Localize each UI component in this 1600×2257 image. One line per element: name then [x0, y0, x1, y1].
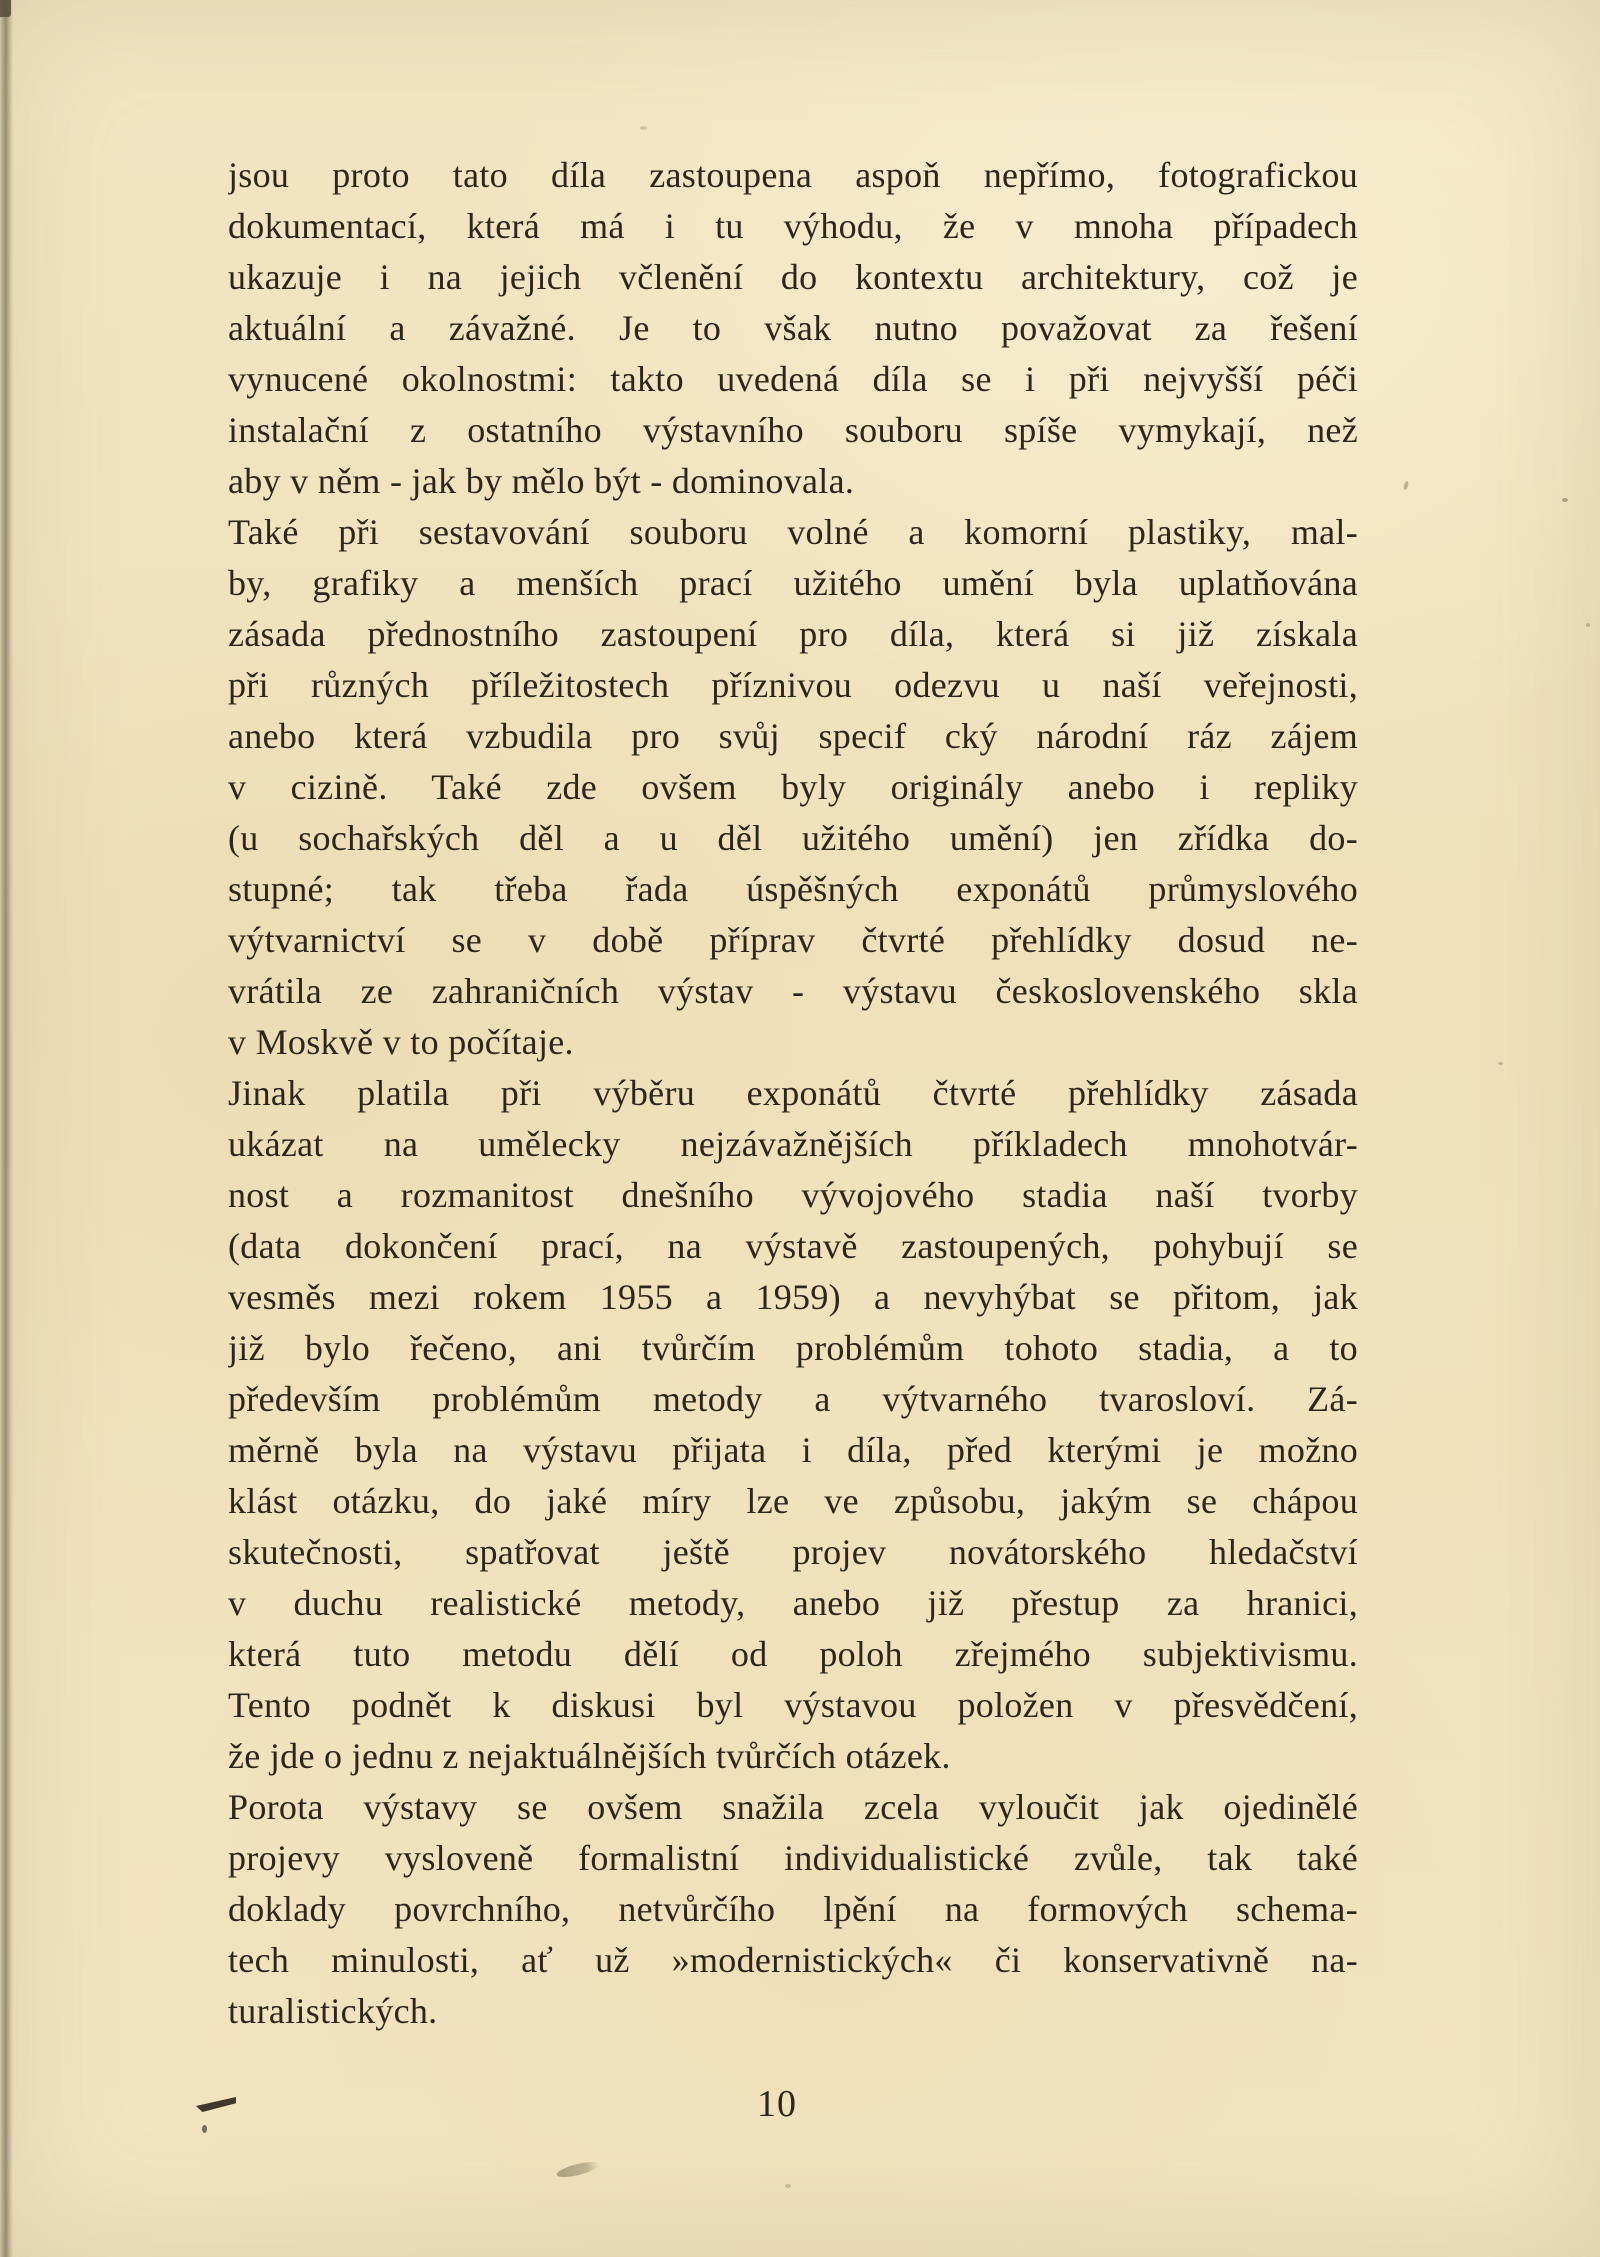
text-line: aktuální a závažné. Je to však nutno považovat za řešení — [228, 308, 1358, 348]
text-line: stupné; tak třeba řada úspěšných exponátů průmyslového — [228, 869, 1358, 909]
page-number: 10 — [757, 2083, 797, 2125]
text-line: jsou proto tato díla zastoupena aspoň nepřímo, fotografickou — [228, 155, 1358, 195]
text-line: především problémům metody a výtvarného tvarosloví. Zá- — [228, 1379, 1358, 1419]
pen-mark — [196, 2097, 236, 2112]
text-line: dokumentací, která má i tu výhodu, že v mnoha případech — [228, 206, 1358, 246]
text-line: vrátila ze zahraničních výstav - výstavu československého skla — [228, 971, 1358, 1011]
text-line: anebo která vzbudila pro svůj specif cký národní ráz zájem — [228, 716, 1358, 756]
text-line: (u sochařských děl a u děl užitého umění) jen zřídka do- — [228, 818, 1358, 858]
text-column — [228, 150, 1358, 2037]
text-line: projevy vysloveně formalistní individualistické zvůle, tak také — [228, 1838, 1358, 1878]
text-line: ukázat na umělecky nejzávažnějších příkladech mnohotvár- — [228, 1124, 1358, 1164]
text-line: již bylo řečeno, ani tvůrčím problémům tohoto stadia, a to — [228, 1328, 1358, 1368]
text-line: Porota výstavy se ovšem snažila zcela vyloučit jak ojedinělé — [228, 1787, 1358, 1827]
text-line: ukazuje i na jejich včlenění do kontextu architektury, což je — [228, 257, 1358, 297]
page-edge-dark-corner — [0, 0, 11, 17]
paper-speck — [1498, 1062, 1503, 1065]
text-line: v Moskvě v to počítaje. — [228, 1022, 574, 1062]
paper-speck — [1562, 498, 1568, 502]
text-line: doklady povrchního, netvůrčího lpění na formových schema- — [228, 1889, 1358, 1929]
text-line: měrně byla na výstavu přijata i díla, před kterými je možno — [228, 1430, 1358, 1470]
text-line: která tuto metodu dělí od poloh zřejmého subjektivismu. — [228, 1634, 1358, 1674]
text-line: zásada přednostního zastoupení pro díla, která si již získala — [228, 614, 1358, 654]
text-line: nost a rozmanitost dnešního vývojového stadia naší tvorby — [228, 1175, 1358, 1215]
text-line: výtvarnictví se v době příprav čtvrté přehlídky dosud ne- — [228, 920, 1358, 960]
text-line: Tento podnět k diskusi byl výstavou položen v přesvědčení, — [228, 1685, 1358, 1725]
text-line: vesměs mezi rokem 1955 a 1959) a nevyhýbat se přitom, jak — [228, 1277, 1358, 1317]
paragraph-3 — [228, 1068, 1358, 1782]
text-line: skutečnosti, spatřovat ještě projev novátorského hledačství — [228, 1532, 1358, 1572]
paragraph-4 — [228, 1782, 1358, 2037]
paper-speck — [1586, 623, 1590, 627]
text-line: turalistických. — [228, 1991, 438, 2031]
page-left-edge-shadow — [0, 0, 13, 2257]
text-line: Také při sestavování souboru volné a komorní plastiky, mal- — [228, 512, 1358, 552]
text-line: že jde o jednu z nejaktuálnějších tvůrčích otázek. — [228, 1736, 951, 1776]
text-line: (data dokončení prací, na výstavě zastoupených, pohybují se — [228, 1226, 1358, 1266]
text-line: tech minulosti, ať už »modernistických« či konservativně na- — [228, 1940, 1358, 1980]
text-line: klást otázku, do jaké míry lze ve způsobu, jakým se chápou — [228, 1481, 1358, 1521]
paper-speck — [785, 2184, 791, 2188]
smudge-mark — [555, 2159, 600, 2180]
paragraph-1 — [228, 150, 1358, 507]
text-line: by, grafiky a menších prací užitého umění byla uplatňována — [228, 563, 1358, 603]
text-line: aby v něm - jak by mělo být - dominovala. — [228, 461, 855, 501]
text-line: v cizině. Také zde ovšem byly originály anebo i repliky — [228, 767, 1358, 807]
paper-speck — [640, 126, 647, 130]
text-line: vynucené okolnostmi: takto uvedená díla se i při nejvyšší péči — [228, 359, 1358, 399]
text-line: Jinak platila při výběru exponátů čtvrté přehlídky zásada — [228, 1073, 1358, 1113]
paragraph-2 — [228, 507, 1358, 1068]
text-line: v duchu realistické metody, anebo již přestup za hranici, — [228, 1583, 1358, 1623]
paper-speck — [330, 1862, 333, 1869]
ink-speck — [1403, 481, 1410, 491]
text-line: instalační z ostatního výstavního souboru spíše vymykají, než — [228, 410, 1358, 450]
text-line: při různých příležitostech příznivou odezvu u naší veřejnosti, — [228, 665, 1358, 705]
